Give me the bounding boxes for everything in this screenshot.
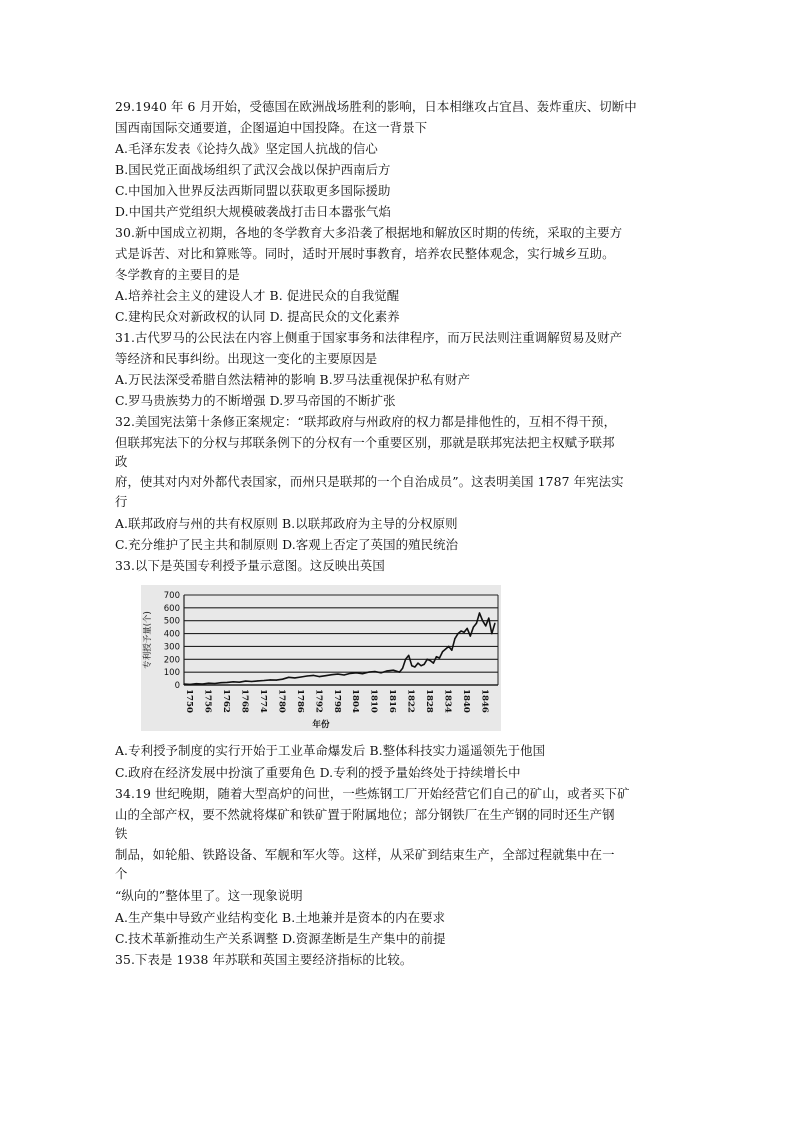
data-point bbox=[494, 623, 495, 624]
q29-option-d: D.中国共产党组织大规模破袭战打击日本嚣张气焰 bbox=[115, 204, 391, 219]
data-point bbox=[479, 612, 480, 613]
data-point bbox=[183, 684, 184, 685]
y-tick-label: 200 bbox=[163, 655, 180, 666]
data-point bbox=[464, 632, 465, 633]
data-point bbox=[325, 675, 326, 676]
q29-option-c: C.中国加入世界反法西斯同盟以获取更多国际援助 bbox=[115, 183, 391, 198]
data-point bbox=[368, 672, 369, 673]
q31-stem-line1: 31.古代罗马的公民法在内容上侧重于国家事务和法律程序，而万民法则注重调解贸易及财产 bbox=[115, 330, 623, 345]
y-tick-label: 500 bbox=[163, 616, 180, 627]
x-tick-label: 1756 bbox=[202, 689, 213, 713]
x-tick-label: 1840 bbox=[461, 689, 472, 713]
q33-options-ab: A.专利授予制度的实行开始于工业革命爆发后 B.整体科技实力遥遥领先于他国 bbox=[115, 743, 546, 758]
data-point bbox=[485, 625, 486, 626]
q32-stem-line1: 32.美国宪法第十条修正案规定：“联邦政府与州政府的权力都是排他性的，互相不得干预， bbox=[115, 414, 617, 429]
data-point bbox=[408, 655, 409, 656]
data-point bbox=[399, 672, 400, 673]
data-point bbox=[319, 676, 320, 677]
data-point bbox=[239, 682, 240, 683]
q34-stem-line4: 制品，如轮船、铁路设备、军舰和军火等。这样，从采矿到结束生产，全部过程就集中在一 bbox=[115, 847, 615, 862]
q34-stem-line3: 铁 bbox=[115, 826, 128, 841]
data-point bbox=[427, 659, 428, 660]
x-tick-label: 1822 bbox=[405, 689, 416, 713]
q34-stem-line5: 个 bbox=[115, 866, 128, 881]
y-tick-label: 300 bbox=[163, 642, 180, 653]
data-point bbox=[420, 665, 421, 666]
q32-stem-line2: 但联邦宪法下的分权与邦联条例下的分权有一个重要区别，那就是联邦宪法把主权赋予联邦 bbox=[115, 435, 615, 450]
q32-options-cd: C.充分维护了民主共和制原则 D.客观上否定了英国的殖民统治 bbox=[115, 537, 459, 552]
data-point bbox=[411, 665, 412, 666]
data-point bbox=[439, 657, 440, 658]
data-point bbox=[226, 682, 227, 683]
data-point bbox=[482, 620, 483, 621]
x-tick-label: 1810 bbox=[368, 689, 379, 713]
data-point bbox=[460, 630, 461, 631]
x-tick-label: 1768 bbox=[239, 689, 250, 713]
q34-options-cd: C.技术革新推动生产关系调整 D.资源垄断是生产集中的前提 bbox=[115, 931, 446, 946]
q33-stem-line1: 33.以下是英国专利授予量示意图。这反映出英国 bbox=[115, 558, 385, 573]
data-point bbox=[270, 679, 271, 680]
data-point bbox=[313, 675, 314, 676]
data-point bbox=[442, 651, 443, 652]
x-tick-label: 1774 bbox=[257, 689, 268, 713]
data-point bbox=[451, 650, 452, 651]
data-point bbox=[307, 675, 308, 676]
data-point bbox=[251, 681, 252, 682]
data-point bbox=[343, 674, 344, 675]
data-point bbox=[245, 681, 246, 682]
data-point bbox=[473, 627, 474, 628]
data-point bbox=[263, 680, 264, 681]
data-point bbox=[448, 646, 449, 647]
data-point bbox=[196, 683, 197, 684]
y-tick-label: 600 bbox=[163, 603, 180, 614]
data-point bbox=[300, 676, 301, 677]
data-point bbox=[220, 682, 221, 683]
q30-stem-line3: 冬学教育的主要目的是 bbox=[115, 267, 240, 282]
q34-stem-line2: 山的全部产权，要不然就将煤矿和铁矿置于附属地位；部分钢铁厂在生产钢的同时还生产钢 bbox=[115, 807, 615, 822]
q30-stem-line1: 30.新中国成立初期，各地的冬学教育大多沿袭了根据地和解放区时期的传统，采取的主要方 bbox=[115, 225, 623, 240]
data-point bbox=[454, 638, 455, 639]
data-point bbox=[350, 673, 351, 674]
data-point bbox=[233, 681, 234, 682]
q34-stem-line1: 34.19 世纪晚期，随着大型高炉的问世，一些炼钢工厂开始经营它们自己的矿山，或者买下矿 bbox=[115, 786, 630, 801]
q32-stem-line5: 行 bbox=[115, 494, 128, 509]
data-point bbox=[445, 648, 446, 649]
x-tick-label: 1846 bbox=[479, 689, 490, 713]
data-point bbox=[288, 677, 289, 678]
data-point bbox=[257, 680, 258, 681]
q30-options-ab: A.培养社会主义的建设人才 B. 促进民众的自我觉醒 bbox=[115, 288, 400, 303]
y-tick-label: 100 bbox=[163, 668, 180, 679]
data-point bbox=[202, 683, 203, 684]
y-tick-label: 700 bbox=[163, 591, 180, 601]
data-point bbox=[331, 674, 332, 675]
x-tick-label: 1828 bbox=[424, 689, 435, 713]
data-point bbox=[405, 659, 406, 660]
q32-stem-line4: 府，使其对内对外都代表国家，而州只是联邦的一个自治成员”。这表明美国 1787 年宪法实 bbox=[115, 474, 624, 489]
data-point bbox=[476, 623, 477, 624]
q34-options-ab: A.生产集中导致产业结构变化 B.土地兼并是资本的内在要求 bbox=[115, 910, 446, 925]
data-point bbox=[433, 663, 434, 664]
x-tick-label: 1834 bbox=[442, 689, 453, 713]
data-point bbox=[282, 679, 283, 680]
q29-option-b: B.国民党正面战场组织了武汉会战以保护西南后方 bbox=[115, 162, 391, 177]
data-point bbox=[393, 670, 394, 671]
q34-stem-line6: “纵向的”整体里了。这一现象说明 bbox=[115, 888, 303, 903]
q32-stem-line3: 政 bbox=[115, 454, 128, 469]
data-point bbox=[424, 664, 425, 665]
series-line bbox=[184, 613, 495, 684]
q31-options-ab: A.万民法深受希腊自然法精神的影响 B.罗马法重视保护私有财产 bbox=[115, 372, 471, 387]
data-point bbox=[356, 672, 357, 673]
q29-stem-line2: 国西南国际交通要道，企图逼迫中国投降。在这一背景下 bbox=[115, 120, 428, 135]
x-tick-label: 1792 bbox=[313, 689, 324, 713]
q31-stem-line2: 等经济和民事纠纷。出现这一变化的主要原因是 bbox=[115, 351, 378, 366]
data-point bbox=[470, 636, 471, 637]
data-point bbox=[430, 660, 431, 661]
x-tick-label: 1816 bbox=[387, 689, 398, 713]
x-tick-label: 1786 bbox=[294, 689, 305, 713]
x-tick-label: 1762 bbox=[220, 689, 231, 713]
data-point bbox=[467, 628, 468, 629]
data-point bbox=[362, 673, 363, 674]
data-point bbox=[214, 683, 215, 684]
q32-options-ab: A.联邦政府与州的共有权原则 B.以联邦政府为主导的分权原则 bbox=[115, 516, 458, 531]
data-point bbox=[436, 656, 437, 657]
data-point bbox=[457, 633, 458, 634]
data-point bbox=[402, 668, 403, 669]
data-point bbox=[387, 670, 388, 671]
y-tick-label: 400 bbox=[163, 629, 180, 640]
x-axis-label: 年份 bbox=[312, 720, 330, 730]
data-point bbox=[276, 680, 277, 681]
patent-chart bbox=[141, 585, 501, 731]
data-point bbox=[294, 677, 295, 678]
q29-option-a: A.毛泽东发表《论持久战》坚定国人抗战的信心 bbox=[115, 141, 378, 156]
x-tick-label: 1798 bbox=[331, 689, 342, 713]
patent-chart-svg bbox=[141, 585, 501, 731]
q31-options-cd: C.罗马贵族势力的不断增强 D.罗马帝国的不断扩张 bbox=[115, 393, 396, 408]
q35-stem-line1: 35.下表是 1938 年苏联和英国主要经济指标的比较。 bbox=[115, 952, 413, 967]
y-axis-label: 专利授予量(个) bbox=[143, 611, 153, 669]
data-point bbox=[374, 671, 375, 672]
q33-options-cd: C.政府在经济发展中扮演了重要角色 D.专利的授予量始终处于持续增长中 bbox=[115, 765, 521, 780]
data-point bbox=[414, 666, 415, 667]
data-point bbox=[380, 672, 381, 673]
q29-stem-line1: 29.1940 年 6 月开始，受德国在欧洲战场胜利的影响，日本相继攻占宜昌、轰炸重庆、切断中 bbox=[115, 99, 637, 114]
x-tick-label: 1804 bbox=[350, 689, 361, 713]
data-point bbox=[208, 683, 209, 684]
data-point bbox=[417, 663, 418, 664]
q30-stem-line2: 式是诉苦、对比和算账等。同时，适时开展时事教育，培养农民整体观念，实行城乡互助。 bbox=[115, 246, 615, 261]
y-tick-label: 0 bbox=[174, 681, 180, 691]
data-point bbox=[190, 684, 191, 685]
data-point bbox=[337, 673, 338, 674]
q30-options-cd: C.建构民众对新政权的认同 D. 提高民众的文化素养 bbox=[115, 309, 400, 324]
x-tick-label: 1750 bbox=[184, 689, 194, 713]
x-tick-label: 1780 bbox=[276, 689, 287, 713]
data-point bbox=[491, 633, 492, 634]
data-point bbox=[488, 618, 489, 619]
